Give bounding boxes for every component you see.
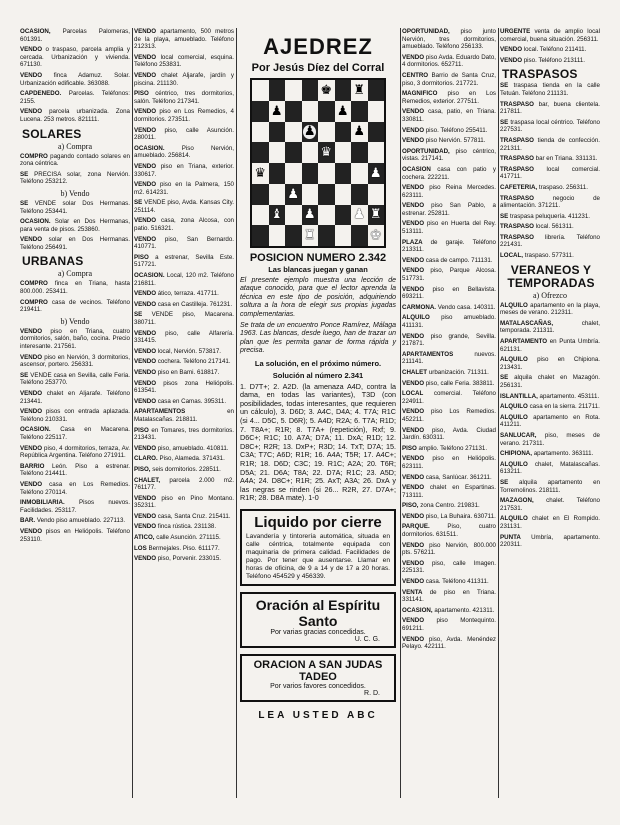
classified-ad: TRASPASO tienda de confección. 221311.	[500, 136, 600, 152]
classified-ad: OCASION. Piso Nervión, amueblado. 256814.	[134, 144, 234, 160]
classified-ad: TRASPASO negocio de alimentación. 371211.	[500, 194, 600, 210]
classifieds-page	[20, 28, 600, 803]
board-square	[335, 225, 352, 246]
classified-ad: VENDO piso, San Bernardo. 410771.	[134, 235, 234, 251]
classified-ad: VENDO casa. Teléfono 411311.	[402, 578, 489, 586]
classified-ad: APARTAMENTOS nuevos. 211141.	[402, 350, 496, 366]
classified-ad: VENDO piso en Nervión, 3 dormitorios, ascensor, portero. 256331.	[20, 353, 130, 369]
white-rook-icon: ♜	[369, 207, 382, 223]
classified-ad: VENDO piso Nervión. 577811.	[402, 137, 486, 145]
classified-ad: SE VENDE piso, Avda. Kansas City. 251114.	[134, 199, 234, 214]
black-queen-icon: ♛	[254, 165, 267, 181]
board-square	[351, 205, 368, 226]
subheading: b) Vendo	[60, 316, 90, 326]
classified-ad: VENDO piso en Bami. 618817.	[134, 368, 220, 376]
white-pawn-icon: ♟	[369, 165, 382, 181]
column-rule	[236, 28, 237, 798]
board-square	[285, 163, 302, 184]
classified-ad: VENDO piso grande, Sevilla. 217871.	[402, 332, 496, 348]
classified-ad: ALQUILO apartamento en Rota. 411211.	[500, 413, 600, 429]
classified-ad: VENDO piso en Pino Montano. 352311.	[134, 494, 234, 510]
chess-title: AJEDREZ	[263, 34, 373, 59]
white-bishop-icon: ♝	[270, 207, 283, 223]
classified-ad: VENDO local, Nervión. 573817.	[134, 347, 222, 355]
classified-ad: TRASPASO bar en Triana. 331131.	[500, 155, 598, 163]
classified-ad: VENDO piso Los Remedios. 452211.	[402, 408, 496, 423]
classified-ad: APARTAMENTO en Punta Umbría. 621131.	[500, 338, 600, 353]
classified-ad: VENDO apartamento, 500 metros de la playa, amueblado. Teléfono 212313.	[134, 28, 234, 51]
board-square	[368, 205, 385, 226]
classified-ad: SE VENDE casa en Sevilla, calle Feria. Teléfono 253770.	[20, 371, 130, 387]
board-square	[318, 184, 335, 205]
ad-box-espiritu-santo	[240, 592, 396, 648]
classified-ad: OPORTUNIDAD, piso junto Nervión, tres dormitorios, amueblado. Teléfono 256133.	[402, 28, 496, 51]
board-square	[269, 225, 286, 246]
column-5	[500, 28, 600, 798]
board-square	[269, 80, 286, 101]
board-square	[302, 101, 319, 122]
subheading-compra: a) Compra	[58, 269, 92, 279]
classified-ad: VENDO ático, terraza. 417711.	[134, 290, 219, 298]
classified-ad: VENDO piso en Heliópolis. 623111.	[402, 455, 496, 470]
classified-ad: MAGNIFICO piso en Los Remedios, exterior. 277511.	[402, 90, 496, 105]
classified-ad: CAFETERIA, traspaso. 256311.	[500, 183, 588, 191]
classified-ad: VENDO o traspaso, parcela amplia y cercada. Urbanización y vivienda. 671130.	[20, 46, 130, 69]
board-square	[302, 80, 319, 101]
board-square	[335, 101, 352, 122]
classified-ad: VENDO piso, Parque Alcosa. 517731.	[402, 267, 496, 283]
ad-box-body: Lavandería y tintorería automática, situada en calle céntrica, totalmente equipada con maquinaria de primera calidad. Facilidades de pago. Por tener que ausentarse. Llamar en horas de oficina, de 9 a 14 y de 17 a 20 horas. Teléfono 454529 y 456339.	[246, 532, 390, 580]
classified-ad: ALQUILO casa en la sierra. 211711.	[500, 403, 600, 411]
classified-ad: VENDO piso en Bellavista. 693211.	[402, 285, 496, 301]
black-pawn-icon: ♟	[353, 124, 366, 140]
board-square	[351, 80, 368, 101]
chess-board	[250, 78, 386, 248]
board-square	[335, 122, 352, 143]
chess-author: Por Jesús Díez del Corral	[251, 62, 385, 74]
classified-ad: VENDO piso en la Palmera, 150 m2. 614231.	[134, 181, 234, 196]
classified-ad: VENDO piso, amueblado. 410811.	[134, 444, 229, 452]
board-square	[351, 184, 368, 205]
classified-ad: VENDO piso Reina Mercedes. 623111.	[402, 184, 496, 199]
classified-ad: VENDO piso Montequinto. 691211.	[402, 617, 496, 632]
chess-intro: El presente ejemplo muestra una lección de ataque conocido, para que el lector aprenda la técnica en este tipo de posición, adquiriendo soltura a la hora de elegir sus propias jugadas complementarias.	[240, 277, 396, 318]
classified-ad: OCASION, apartamento. 421311.	[402, 606, 495, 614]
board-square	[252, 163, 269, 184]
position-subtitle: Las blancas juegan y ganan	[268, 265, 368, 274]
classified-ad: VENDO casa en Camas. 395311.	[134, 397, 227, 405]
ads-list-top	[20, 28, 130, 124]
classified-ad: VENDO casa de campo. 711131.	[402, 256, 493, 264]
classified-ad: BAR. Vendo piso amueblado. 227113.	[20, 517, 126, 525]
classified-ad: PISO a estrenar, Sevilla Este. 517721.	[134, 253, 234, 269]
board-square	[368, 142, 385, 163]
classified-ad: VENDO finca Adamuz. Solar. Urbanización edificable. 363088.	[20, 71, 130, 87]
subheading-ofrezco: a) Ofrezco	[533, 290, 567, 300]
classified-ad: ALQUILO piso en Chipiona. 213431.	[500, 356, 600, 371]
classified-ad: VENDO casa, zona Alcosa, con patio. 516321.	[134, 217, 234, 233]
subheading-compra: a) Compra	[58, 141, 92, 151]
column-rule	[132, 28, 133, 798]
black-pawn-icon: ♟	[270, 103, 283, 119]
classified-ad: VENTA de piso en Triana. 331141.	[402, 588, 496, 604]
chess-intro-2: Se trata de un encuentro Ponce Ramírez, Málaga 1963. Las blancas, desde luego, han de trazar un plan que les permita ganar de forma rápida y precisa.	[240, 322, 396, 355]
black-pawn-icon: ♟	[336, 103, 349, 119]
ads-list	[402, 28, 496, 651]
classified-ad: COMPRO pagando contado solares en zona céntrica.	[20, 152, 130, 168]
ad-box-body: Por varios favores concedidos.	[270, 682, 366, 690]
board-square	[269, 101, 286, 122]
classified-ad: VENDO local comercial, esquina. Teléfono 253831.	[134, 53, 234, 69]
board-square	[368, 101, 385, 122]
classified-ad: APARTAMENTOS en Matalascañas. 218811.	[134, 408, 234, 423]
board-square	[302, 163, 319, 184]
classified-ad: PISO, zona Centro. 219831.	[402, 502, 480, 510]
classified-ad: MATALASCAÑAS, chalet, temporada. 211311.	[500, 319, 600, 335]
board-square	[252, 122, 269, 143]
board-square	[318, 122, 335, 143]
classified-ad: VENDO cochera. Teléfono 217141.	[134, 358, 231, 366]
board-square	[302, 142, 319, 163]
classified-ad: OCASION. Local, 120 m2. Teléfono 216811.	[134, 272, 234, 287]
classified-ad: PISO en Tomares, tres dormitorios. 213431.	[134, 426, 234, 442]
column-rule	[400, 28, 401, 798]
board-square	[285, 122, 302, 143]
board-square	[368, 184, 385, 205]
classified-ad: ISLANTILLA, apartamento. 453111.	[500, 392, 600, 400]
board-square	[252, 184, 269, 205]
classified-ad: ALQUILO apartamento en la playa, meses de verano. 212311.	[500, 301, 600, 317]
classified-ad: CHIPIONA, apartamento. 363111.	[500, 450, 594, 458]
classified-ad: PISO, seis dormitorios. 228511.	[134, 465, 221, 473]
board-square	[318, 101, 335, 122]
board-square	[269, 184, 286, 205]
board-square	[285, 101, 302, 122]
ads-list-urbanas	[20, 280, 130, 543]
board-square	[252, 142, 269, 163]
section-heading-solares: SOLARES	[22, 126, 82, 141]
board-square	[335, 80, 352, 101]
classified-ad: VENDO piso, 4 dormitorios, terraza, Av. República Argentina. Teléfono 271911.	[20, 444, 130, 460]
board-square	[285, 225, 302, 246]
ad-box-liquido	[240, 509, 396, 586]
classified-ad: VENDO piso en Triana, exterior. 330617.	[134, 162, 234, 178]
classified-ad: CLARO. Piso, Alameda. 371431.	[134, 455, 225, 463]
classified-ad: VENDO local. Teléfono 211411.	[500, 46, 587, 54]
classified-ad: PISO amplio. Teléfono 271131.	[402, 444, 488, 452]
black-pawn-icon: ♟	[303, 124, 316, 140]
solution-next: La solución, en el próximo número.	[254, 358, 382, 368]
classified-ad: OCASION. Casa en Macarena. Teléfono 225117.	[20, 426, 130, 441]
subheading: b) Vendo	[60, 188, 90, 198]
classified-ad: INMOBILIARIA. Pisos nuevos. Facilidades. 253117.	[20, 499, 130, 514]
classified-ad: CENTRO Barrio de Santa Cruz, piso, 3 dormitorios. 217721.	[402, 71, 496, 87]
board-square	[252, 225, 269, 246]
column-chess	[238, 28, 398, 798]
white-queen-icon: ♛	[320, 145, 333, 161]
classified-ad: VENDO casa, patio, en Triana. 330811.	[402, 108, 496, 123]
classified-ad: TRASPASO bar, buena clientela. 217811.	[500, 100, 600, 116]
board-square	[318, 142, 335, 163]
black-rook-icon: ♜	[353, 82, 366, 98]
board-square	[368, 163, 385, 184]
ad-box-signature: U. C. G.	[354, 635, 380, 643]
classified-ad: TRASPASO librería. Teléfono 221431.	[500, 233, 600, 249]
lea-usted-abc: LEA USTED ABC	[258, 709, 378, 721]
classified-ad: MAZAGON, chalet. Teléfono 217531.	[500, 497, 600, 512]
classified-ad: PUNTA Umbría, apartamento. 220311.	[500, 533, 600, 549]
classified-ad: VENDO piso en Huerta del Rey. 513111.	[402, 220, 496, 236]
classified-ad: VENDO chalet en Espartinas. 713111.	[402, 484, 496, 499]
board-square	[269, 122, 286, 143]
white-pawn-icon: ♟	[303, 207, 316, 223]
classified-ad: SE traspasa tienda en la calle Tetuán. Teléfono 211131.	[500, 82, 600, 97]
classified-ad: VENDO piso, La Buhaira. 630711.	[402, 512, 496, 520]
white-king-icon: ♚	[369, 228, 382, 244]
board-square	[269, 205, 286, 226]
board-square	[318, 205, 335, 226]
ad-box-san-judas	[240, 654, 396, 702]
position-title: POSICION NUMERO 2.342	[249, 252, 387, 264]
classified-ad: VENDO solar en Dos Hermanas. Teléfono 256491.	[20, 236, 130, 251]
board-square	[335, 205, 352, 226]
board-square	[318, 163, 335, 184]
classified-ad: TRASPASO local comercial. 417711.	[500, 165, 600, 181]
board-square	[285, 205, 302, 226]
classified-ad: URGENTE venta de amplio local comercial, buena situación. 256311.	[500, 28, 600, 43]
board-square	[285, 184, 302, 205]
ads-list-top	[500, 28, 600, 64]
classified-ad: LOCAL comercial. Teléfono 224911.	[402, 390, 496, 405]
board-square	[318, 225, 335, 246]
classified-ad: OCASION. Solar en Dos Hermanas, para venta de pisos. 253860.	[20, 218, 130, 233]
classified-ad: VENDO piso Avda. Eduardo Dato, 4 dormitorios. 652711.	[402, 53, 496, 69]
ads-list-veraneos	[500, 302, 600, 549]
classified-ad: VENDO casa, Sanlúcar. 361211.	[402, 473, 492, 481]
classified-ad: OPORTUNIDAD, piso céntrico, vistas. 217141.	[402, 147, 496, 163]
board-square	[252, 205, 269, 226]
board-square	[318, 80, 335, 101]
black-king-icon: ♚	[320, 82, 333, 98]
board-square	[368, 122, 385, 143]
classified-ad: VENDO piso, calle Feria. 383811.	[402, 379, 495, 387]
board-square	[302, 205, 319, 226]
classified-ad: OCASION casa con patio y cochera. 222211.	[402, 165, 496, 181]
classified-ad: SE traspasa peluquería. 411231.	[500, 212, 591, 220]
classified-ad: VENDO piso San Pablo, a estrenar. 252811.	[402, 202, 496, 217]
ads-list-traspasos	[500, 82, 600, 259]
classified-ad: VENDO piso Nervión, 800.000 pts. 576211.	[402, 541, 496, 557]
classified-ad: VENDO piso, calle Alfarería. 331415.	[134, 329, 234, 345]
board-square	[351, 101, 368, 122]
classified-ad: SANLUCAR, piso, meses de verano. 217311.	[500, 431, 600, 447]
classified-ad: ALQUILO chalet en El Rompido. 231131.	[500, 515, 600, 530]
classified-ad: PARQUE. Piso, cuatro dormitorios. 631511.	[402, 523, 496, 539]
ad-box-heading: ORACION A SAN JUDAS TADEO	[253, 658, 383, 683]
classified-ad: ALQUILO chalet, Matalascañas. 613211.	[500, 460, 600, 476]
board-square	[351, 122, 368, 143]
classified-ad: ATICO, calle Asunción. 271115.	[134, 534, 221, 542]
board-square	[351, 225, 368, 246]
board-square	[368, 225, 385, 246]
classified-ad: CARMONA. Vendo casa. 140311.	[402, 303, 496, 311]
classified-ad: LOS Bermejales. Piso. 611177.	[134, 544, 220, 552]
white-pawn-icon: ♟	[287, 186, 300, 202]
classified-ad: VENDO piso en Los Remedios, 4 dormitorios. 273511.	[134, 108, 234, 123]
chess-diagram	[250, 78, 386, 248]
board-square	[335, 184, 352, 205]
column-2	[134, 28, 234, 798]
ads-list	[134, 28, 234, 563]
section-heading-traspasos: TRASPASOS	[502, 67, 578, 82]
classified-ad: SE alquila apartamento en Torremolinos. 218111.	[500, 478, 600, 494]
solution-text: 1. D7T+; 2. A2D. (la amenaza A4D, contra la dama, en todas las variantes), T3D (con posibilidades, todas interesantes, que requieren un cálculo), 3. D6D; 3. A4C, D4A; 4. T7A; R1C (si 4... D5C, 5. D6R); 5. A4D; R2A; 6. T7A; R1D; 7. T8A+; R1R; 8. T7A+ (repetición), Rxf; 9. D6C+; R1C; 10. A7A; D7A; 11. DxA; R1D; 12. D8C+; R2R; 13. DxP+; R3D; 14. TxT; D7A; 15. C3A; T7C; A6D; R1R; 16. A4A; T5R; 17. A4C+; R1R; 18. D6D; C3C; 19. R1C; A2A; 20. T6R; D5A; 21. D6A; T8A; 22. D7A; R1C; 23. A5D; A4A; 24. D8C+; R1R; 25. AxT; A3A; 26. DxA y las negras se rinden (si 26... R2R, 27. D7A+; R1R; 28. D8A mate). 1-0	[240, 381, 396, 503]
classified-ad: VENDO casa, Santa Cruz. 215411.	[134, 512, 231, 520]
classified-ad: SE VENDE solar Dos Hermanas. Teléfono 253441.	[20, 199, 130, 215]
classified-ad: VENDO pisos con entrada aplazada. Teléfono 210331.	[20, 408, 130, 423]
column-1	[20, 28, 130, 798]
classified-ad: COMPRO finca en Triana, hasta 800.000. 253411.	[20, 280, 130, 296]
solution-title: Solución al número 2.341	[272, 370, 364, 380]
classified-ad: BARRIO León. Piso a estrenar. Teléfono 214411.	[20, 462, 130, 478]
classified-ad: LOCAL, traspaso. 577311.	[500, 252, 574, 260]
ad-box-heading: Oración al Espíritu Santo	[255, 596, 381, 629]
board-square	[351, 163, 368, 184]
board-square	[302, 184, 319, 205]
board-square	[252, 80, 269, 101]
classified-ad: CAPDENEDO. Parcelas. Teléfonos: 2155.	[20, 90, 130, 105]
board-square	[302, 122, 319, 143]
ad-box-signature: R. D.	[364, 689, 380, 697]
section-heading-urbanas: URBANAS	[22, 254, 84, 269]
classified-ad: ALQUILO piso amueblado. 411131.	[402, 314, 496, 329]
classified-ad: PLAZA de garaje. Teléfono 213311.	[402, 238, 496, 254]
board-square	[302, 225, 319, 246]
board-square	[335, 163, 352, 184]
board-square	[269, 142, 286, 163]
board-square	[285, 142, 302, 163]
classified-ad: PISO céntrico, tres dormitorios, salón. Teléfono 217341.	[134, 90, 234, 105]
board-square	[285, 80, 302, 101]
classified-ad: VENDO piso, Porvenir. 233015.	[134, 555, 222, 563]
classified-ad: SE PRECISA solar, zona Nervión. Teléfono 253212.	[20, 170, 130, 186]
classified-ad: VENDO casa en Castilleja. 761231.	[134, 300, 233, 308]
ad-box-body: Por varias gracias concedidas.	[270, 628, 366, 636]
board-square	[252, 101, 269, 122]
classified-ad: COMPRO casa de vecinos. Teléfono 219411.	[20, 298, 130, 314]
classified-ad: TRASPASO local. 561311.	[500, 223, 574, 231]
white-pawn-icon: ♟	[353, 207, 366, 223]
section-heading-veraneos: VERANEOS Y TEMPORADAS	[507, 262, 595, 290]
classified-ad: VENDO pisos en Heliópolis. Teléfono 253110.	[20, 527, 130, 543]
classified-ad: VENDO piso en Triana, cuatro dormitorios, salón, baño, cocina. Precio interesante. 217561.	[20, 327, 130, 351]
column-4	[402, 28, 496, 798]
classified-ad: VENDO piso, calle Imagen. 225131.	[402, 559, 496, 575]
classified-ad: VENDO chalet Aljarafe, jardín y piscina. 211130.	[134, 71, 234, 87]
white-rook-icon: ♜	[303, 228, 316, 244]
classified-ad: VENDO chalet en Aljarafe. Teléfono 213441.	[20, 390, 130, 405]
classified-ad: SE traspasa local céntrico. Teléfono 227531.	[500, 118, 600, 134]
classified-ad: VENDO piso, calle Asunción. 280011.	[134, 126, 234, 142]
classified-ad: VENDO piso, Avda. Ciudad Jardín. 630311.	[402, 426, 496, 442]
board-square	[351, 142, 368, 163]
ad-box-heading: Liquido por cierre	[254, 513, 382, 531]
classified-ad: CHALET, parcela 2.000 m2. 761177.	[134, 476, 234, 492]
classified-ad: VENDO finca rústica. 231138.	[134, 523, 217, 531]
classified-ad: SE alquila chalet en Mazagón. 256131.	[500, 374, 600, 389]
board-square	[269, 163, 286, 184]
classified-ad: VENDO piso. Teléfono 213111.	[500, 56, 585, 64]
classified-ad: VENDO parcela urbanizada. Zona Lucena. 253 metros. 821111.	[20, 108, 130, 123]
classified-ad: VENDO piso, Avda. Menéndez Pelayo. 422111.	[402, 635, 496, 651]
board-square	[335, 142, 352, 163]
classified-ad: OCASION, Parcelas Palomeras, 601391.	[20, 28, 130, 43]
classified-ad: SE VENDE piso, Macarena. 380711.	[134, 311, 234, 326]
classified-ad: VENDO casa en Los Remedios. Teléfono 270114.	[20, 480, 130, 496]
classified-ad: CHALET urbanización. 711311.	[402, 368, 489, 376]
classified-ad: VENDO pisos zona Heliópolis. 613541.	[134, 379, 234, 395]
board-square	[368, 80, 385, 101]
ads-list-solares	[20, 153, 130, 252]
classified-ad: VENDO piso. Teléfono 255411.	[402, 126, 488, 134]
column-rule	[498, 28, 499, 798]
